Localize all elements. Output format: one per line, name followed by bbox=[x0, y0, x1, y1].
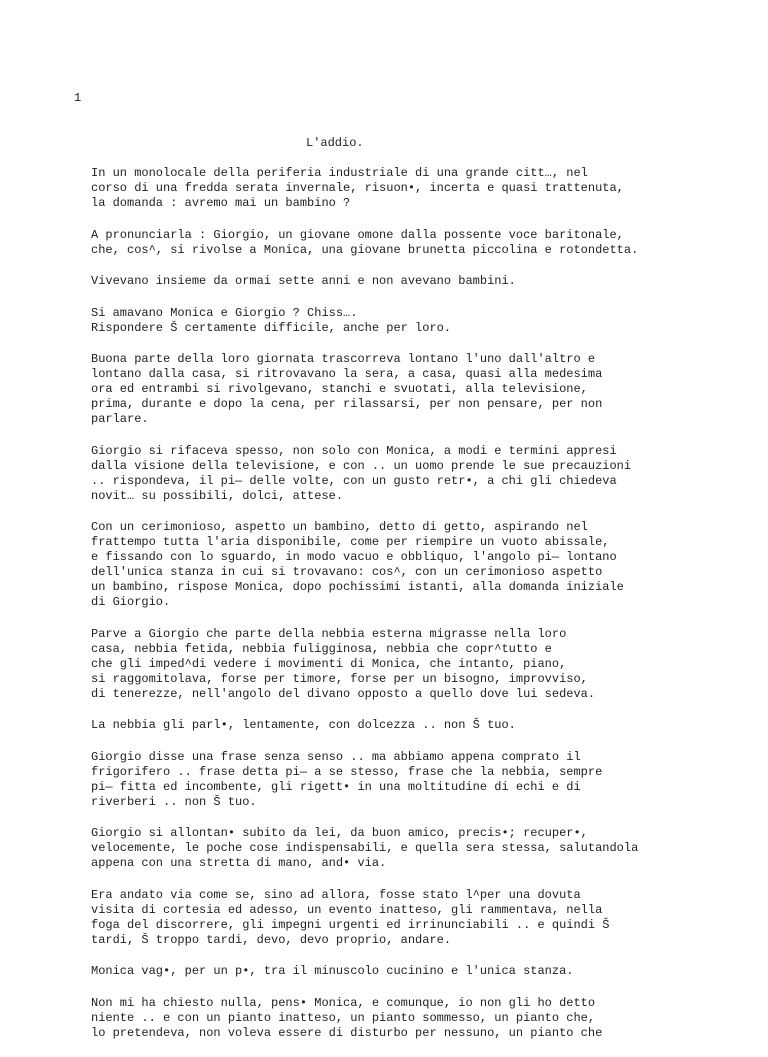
paragraph bbox=[91, 826, 761, 871]
text-line: Era andato via come se, sino ad allora, fosse stato l^per una dovuta bbox=[91, 887, 581, 902]
text-line: foga del discorrere, gli impegni urgenti ed irrinunciabili .. e quindi Š bbox=[91, 917, 610, 932]
text-line: dell'unica stanza in cui si trovavano: cos^, con un cerimonioso aspetto bbox=[91, 565, 603, 579]
text-line: parlare. bbox=[91, 412, 149, 426]
text-line: ora ed entrambi si rivolgevano, stanchi e svuotati, alla televisione, bbox=[91, 382, 588, 396]
paragraph bbox=[91, 750, 761, 810]
paragraph bbox=[91, 718, 761, 733]
text-line: novit… su possibili, dolci, attese. bbox=[91, 488, 344, 503]
paragraph bbox=[91, 306, 761, 336]
text-line: di tenerezze, nell'angolo del divano opposto a quello dove lui sedeva. bbox=[91, 686, 596, 701]
text-line: e fissando con lo sguardo, in modo vacuo e obbliquo, l'angolo pi— lontano bbox=[91, 550, 617, 564]
page-number: 1 bbox=[74, 91, 82, 105]
text-line: velocemente, le poche cose indispensabili, e quella sera stessa, salutandola bbox=[91, 841, 639, 855]
paragraph bbox=[91, 166, 761, 211]
text-line: A pronunciarla : Giorgio, un giovane omone dalla possente voce baritonale, bbox=[91, 227, 624, 242]
text-line: niente .. e con un pianto inatteso, un pianto sommesso, un pianto che, bbox=[91, 1010, 596, 1025]
text-line: che, cos^, si rivolse a Monica, una giovane brunetta piccolina e rotondetta. bbox=[91, 242, 639, 257]
text-line: tardi, Š troppo tardi, devo, devo proprio, andare. bbox=[91, 932, 452, 947]
document-title: L'addio. bbox=[306, 136, 364, 150]
paragraph bbox=[91, 964, 761, 979]
text-line: Non mi ha chiesto nulla, pens• Monica, e comunque, io non gli ho detto bbox=[91, 995, 596, 1010]
text-line: si raggomitolava, forse per timore, forse per un bisogno, improvviso, bbox=[91, 671, 588, 686]
paragraph bbox=[91, 888, 761, 948]
text-line: lo pretendeva, non voleva essere di disturbo per nessuno, un pianto che bbox=[91, 1025, 603, 1040]
text-line: Si amavano Monica e Giorgio ? Chiss…. bbox=[91, 305, 358, 320]
paragraph bbox=[91, 352, 761, 427]
text-line: un bambino, rispose Monica, dopo pochissimi istanti, alla domanda iniziale bbox=[91, 580, 624, 594]
text-line: Rispondere Š certamente difficile, anche per loro. bbox=[91, 320, 452, 335]
paragraph bbox=[91, 228, 761, 258]
text-line: Giorgio si rifaceva spesso, non solo con Monica, a modi e termini appresi bbox=[91, 443, 617, 458]
text-line: corso di una fredda serata invernale, risuon•, incerta e quasi trattenuta, bbox=[91, 181, 624, 195]
text-line: Con un cerimonioso, aspetto un bambino, detto di getto, aspirando nel bbox=[91, 520, 588, 534]
text-line: dalla visione della televisione, e con .. un uomo prende le sue precauzioni bbox=[91, 458, 632, 473]
text-line: pi— fitta ed incombente, gli rigett• in una moltitudine di echi e di bbox=[91, 779, 581, 794]
text-line: la domanda : avremo mai un bambino ? bbox=[91, 196, 351, 210]
paragraph bbox=[91, 996, 761, 1041]
text-line: frigorifero .. frase detta pi— a se stesso, frase che la nebbia, sempre bbox=[91, 764, 603, 779]
text-line: di Giorgio. bbox=[91, 595, 171, 609]
paragraph bbox=[91, 274, 761, 289]
paragraph bbox=[91, 444, 761, 504]
text-line: Monica vag•, per un p•, tra il minuscolo cucinino e l'unica stanza. bbox=[91, 964, 574, 978]
text-line: Buona parte della loro giornata trascorreva lontano l'uno dall'altro e bbox=[91, 352, 596, 366]
text-line: che gli imped^di vedere i movimenti di Monica, che intanto, piano, bbox=[91, 656, 567, 671]
text-line: visita di cortesia ed adesso, un evento inatteso, gli rammentava, nella bbox=[91, 902, 603, 917]
text-line: Vivevano insieme da ormai sette anni e non avevano bambini. bbox=[91, 274, 516, 288]
paragraph bbox=[91, 520, 761, 610]
paragraph bbox=[91, 627, 761, 702]
text-line: Giorgio disse una frase senza senso .. ma abbiamo appena comprato il bbox=[91, 749, 581, 764]
text-line: In un monolocale della periferia industriale di una grande citt…, nel bbox=[91, 166, 588, 180]
text-line: Giorgio si allontan• subito da lei, da buon amico, precis•; recuper•, bbox=[91, 826, 588, 840]
text-line: prima, durante e dopo la cena, per rilassarsi, per non pensare, per non bbox=[91, 397, 603, 411]
text-line: Parve a Giorgio che parte della nebbia esterna migrasse nella loro bbox=[91, 626, 567, 641]
text-line: appena con una stretta di mano, and• via. bbox=[91, 856, 387, 870]
text-line: casa, nebbia fetida, nebbia fuligginosa, nebbia che copr^tutto e bbox=[91, 641, 552, 656]
text-line: .. rispondeva, il pi— delle volte, con un gusto retr•, a chi gli chiedeva bbox=[91, 473, 617, 488]
text-line: riverberi .. non Š tuo. bbox=[91, 794, 257, 809]
text-line: frattempo tutta l'aria disponibile, come per riempire un vuoto abissale, bbox=[91, 535, 610, 549]
document-body bbox=[91, 166, 761, 1057]
text-line: lontano dalla casa, si ritrovavano la sera, a casa, quasi alla medesima bbox=[91, 367, 603, 381]
text-line: La nebbia gli parl•, lentamente, con dolcezza .. non Š tuo. bbox=[91, 718, 516, 732]
